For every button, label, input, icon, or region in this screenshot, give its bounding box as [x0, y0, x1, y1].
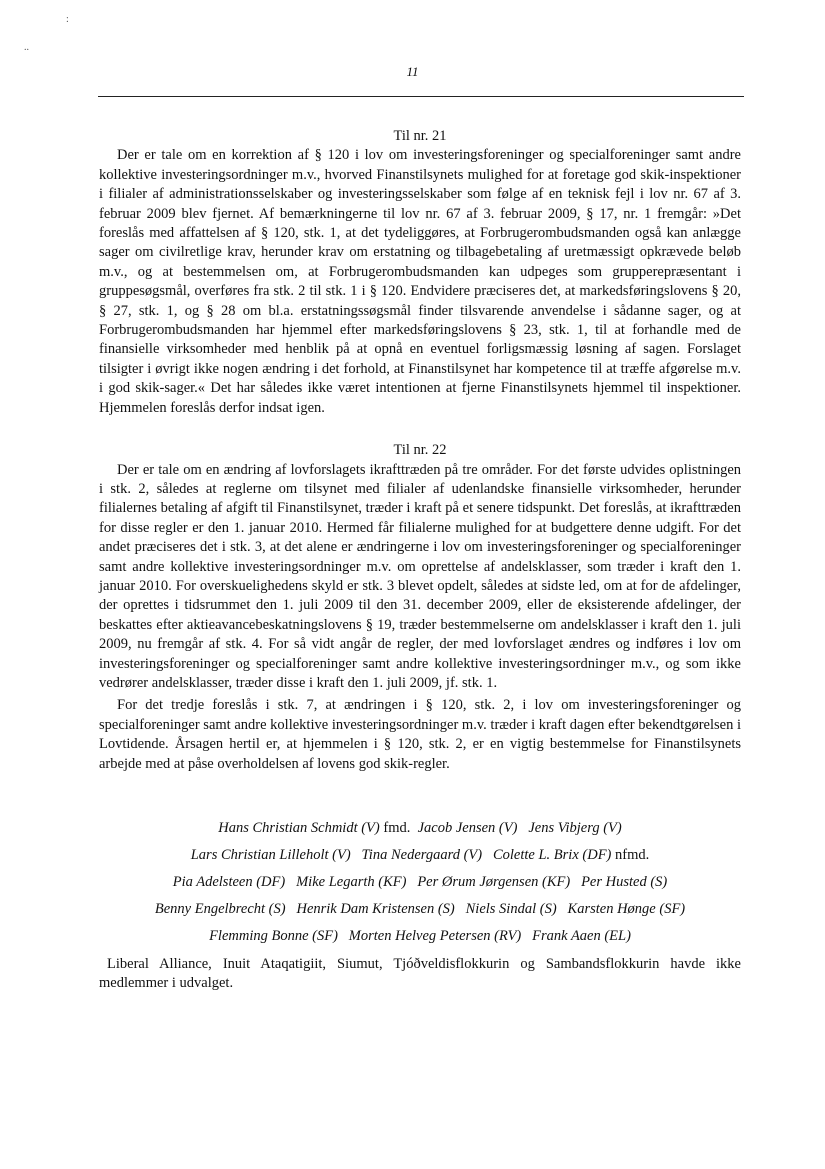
signatory-name: Lars Christian Lilleholt (V) [190, 847, 351, 863]
signatory-name: Tina Nedergaard (V) [361, 847, 483, 863]
header-rule [98, 96, 744, 97]
signatory-name: Frank Aaen (EL) [532, 928, 631, 944]
page-number: 11 [406, 64, 419, 79]
signatory-name: Mike Legarth (KF) [296, 874, 407, 890]
signatory-name: Jacob Jensen (V) [417, 820, 518, 836]
signatory-name: Flemming Bonne (SF) [209, 928, 338, 944]
signature-line [99, 923, 741, 950]
paragraph: Der er tale om en korrektion af § 120 i lov om investeringsforeninger og specialforeninger samt andre kollektive investeringsordninger m.v., hvorved Finanstilsynets mulighed for at foretage god skik-inspektioner i filialer af administrationsselskaber og investeringsselskaber som følge af en teknisk fejl i lov nr. 67 af 3. februar 2009 blev fjernet. Af bemærkningerne til lov nr. 67 af 3. februar 2009, § 17, nr. 1 fremgår: »Det foreslås med affattelsen af § 120, stk. 1, at det tydeliggøres, at Forbrugerombudsmanden også kan anlægge sager om civilretlige krav, herunder krav om erstatning og tilbagebetaling af uretmæssigt opkrævede beløb m.v., og at bestemmelsen om, at Forbrugerombudsmanden kan udpeges som grupperepræsentant i gruppesøgsmål, overføres fra stk. 2 til stk. 1 i § 120. Endvidere præciseres det, at markedsføringslovens § 20, § 27, stk. 1, og § 28 om bl.a. erstatningssøgsmål finder tilsvarende anvendelse i sådanne sager, og at Forbrugerombudsmanden har hjemmel efter markedsføringslovens § 23, stk. 1, til at forhandle med de finansielle virksomheder med henblik på at opnå en eventuel forligsmæssig løsning af sagen. Forslaget tilsigter i øvrigt ikke nogen ændring i det forhold, at Finanstilsynet har kompetence til at træffe afgørelse m.v. i god skik-sager.« Det har således ikke været intentionen at fjerne Finanstilsynets hjemmel til inspektioner. Hjemmelen foreslås derfor indsat igen. [99, 147, 741, 416]
scan-mark: .. [24, 42, 29, 53]
signature-block [99, 815, 741, 950]
document-body [99, 127, 741, 774]
signatory-name: Karsten Hønge (SF) [567, 901, 686, 917]
paragraph: For det tredje foreslås i stk. 7, at ændringen i § 120, stk. 2, i lov om investeringsforeninger og specialforeninger samt andre kollektive investeringsordninger m.v. træder i kraft dagen efter bekendtgørelsen i Lovtidende. Årsagen hertil er, at hjemmelen i § 120, stk. 2, er en vigtig bestemmelse for Finanstilsynets arbejde med at påse overholdelsen af lovens god skik-regler. [99, 697, 741, 772]
signatory-name: Benny Engelbrecht (S) [154, 901, 286, 917]
signature-line [99, 896, 741, 923]
signatory-name: Niels Sindal (S) [465, 901, 557, 917]
scan-mark: : [66, 14, 69, 25]
paragraph: Der er tale om en ændring af lovforslagets ikrafttræden på tre områder. For det første udvides oplistningen i stk. 2, således at reglerne om tilsynet med filialer af udenlandske finansielle virksomheder, herunder filialernes betaling af afgift til Finanstilsynet, træder i kraft på et senere tidspunkt. Det foreslås, at ikrafttræden for disse regler er den 1. januar 2010. Hermed får filialerne mulighed for at budgettere denne udgift. For det andet præciseres det i stk. 3, at det alene er ændringerne i lov om investeringsforeninger og specialforeninger samt andre kollektive investeringsordninger m.v. om oprettelse af andelsklasser, som træder i kraft den 1. januar 2010. For overskuelighedens skyld er stk. 3 blevet opdelt, således at sidste led, om at for de afdelinger, der oprettes i tidsrummet den 1. juli 2009 til den 31. december 2009, eller de eksisterende afdelinger, der beskattes efter aktieavancebeskatningslovens § 19, træder bestemmelserne om andelsklasser i kraft den 1. juli 2009, nu fremgår af stk. 4. For så vidt angår de regler, der med lovforslaget ændres og indføres i lov om investeringsforeninger og specialforeninger samt andre kollektive investeringsordninger m.v., og som ikke vedrører andelsklasser, træder disse i kraft den 1. juli 2009, jf. stk. 1. [99, 461, 741, 691]
signature-line [99, 869, 741, 896]
section-heading: Til nr. 22 [393, 442, 447, 459]
signatory-name: Hans Christian Schmidt (V) [218, 820, 380, 836]
signatory-name: Henrik Dam Kristensen (S) [296, 901, 455, 917]
section-heading: Til nr. 21 [393, 128, 447, 144]
signatory-name: Per Ørum Jørgensen (KF) [417, 874, 571, 890]
signatory-name: Per Husted (S) [581, 874, 668, 890]
signatory-name: Morten Helveg Petersen (RV) [348, 928, 522, 944]
signatory-name: Jens Vibjerg (V) [528, 820, 622, 836]
signatory-name: Pia Adelsteen (DF) [172, 874, 286, 890]
signatory-role: nfmd. [615, 847, 650, 863]
signature-line [99, 842, 741, 869]
committee-note: Liberal Alliance, Inuit Ataqatigiit, Siumut, Tjóðveldisflokkurin og Sambandsflokkurin havde ikke medlemmer i udvalget. [99, 956, 741, 992]
signatory-name: Colette L. Brix (DF) [492, 847, 612, 863]
signatory-role: fmd. [383, 820, 411, 836]
signature-line [99, 815, 741, 842]
